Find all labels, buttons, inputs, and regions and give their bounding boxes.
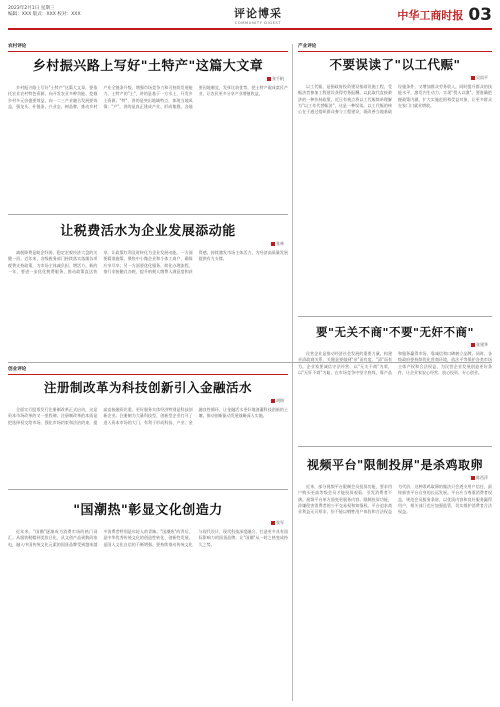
article-body — [298, 84, 492, 115]
byline-author: 张军 — [276, 520, 284, 525]
article-registration — [8, 366, 288, 486]
article-text: 乡村振兴路上写好"土特产"这篇大文章，要依托农业农村特色资源，向开发农业多种功能、挖掘乡村多元价值要效益，向一二三产业融合发展要效益，强龙头、补链条、兴业态、树品牌，推动乡村产业全链条升级，增强市场竞争力和可持续发展能力。土特产的"土"，讲的是基于一方水土，开发乡土资源；"特"，讲的是突出地域特点，体现当地风情；"产"，讲的是真正建成产业、形成集群。各地要因地制宜，发挥比较优势，把土特产做成富民产业，让农民更多分享产业增值收益。 — [8, 85, 288, 109]
article-headline: 注册制改革为科技创新引入金融活水 — [43, 380, 252, 395]
byline-marker — [271, 521, 275, 525]
byline-marker — [267, 77, 271, 81]
article-byline — [298, 475, 488, 481]
article-text: 民营企业是推动经济社会发展的重要力量。构建亲清政商关系，关键是要做到"亲"而有度、"清"而有为。企业家要诚信守法经营，以"无关不商"为荣，以"无奸不商"为耻，在市场竞争中坚守底线，靠产品和服务赢得市场，靠诚信和口碑树立品牌。同时，各级政府要持续优化营商环境，依法平等保护各类市场主体产权和合法权益，为民营企业发展创造更好条件，让企业家安心经营、放心投资、专心创业。 — [298, 351, 492, 375]
article-byline — [8, 398, 284, 404]
article-body — [8, 250, 288, 275]
byline-author: 胡锦 — [276, 398, 284, 403]
article-body — [298, 484, 492, 515]
section-label: 农村评论 — [8, 43, 288, 52]
paper-brand — [397, 4, 492, 26]
article-body — [8, 85, 288, 110]
article-body — [8, 529, 288, 548]
article-divider — [298, 446, 492, 447]
section-label: 产业评论 — [298, 43, 492, 52]
byline-author: 张建华 — [476, 342, 488, 347]
article-headline: 不要误读了"以工代赈" — [329, 57, 461, 72]
article-text: 近年来，"国潮"逐渐成为消费市场的热门词汇。从服装鞋帽到美妆日化，从文创产品到数码家电，融入中国传统文化元素的国货品牌受到越来越多消费者特别是年轻人的青睐。"国潮热"的背后，是中华优秀传统文化的创造性转化、创新性发展，是国人文化自信的不断增强。要持续推动传统文化与现代设计、现代科技深度融合，打造更多具有国际影响力的国货品牌，让"国潮"从一时之热变成持久之势。 — [8, 529, 288, 547]
column-title-en: COMMUNITY DIGEST — [234, 21, 282, 25]
article-byline — [298, 342, 488, 348]
article-text: 全面实行股票发行注册制改革正式启动，这是资本市场改革的又一里程碑。注册制改革的本质是把选择权交给市场，强化市场约束和法治约束，提高直接融资比重，更好服务实体经济特别是科技创新企业。注册制为大量科技型、创新型企业打开了进入资本市场的大门，有利于形成科技、产业、金融良性循环，让金融活水更好地浇灌科技创新的土壤，推动创新驱动发展战略深入实施。 — [8, 407, 288, 425]
column-title-zh: 评论博采 — [234, 7, 282, 20]
article-headline: 要"无关不商"不要"无奸不商" — [316, 325, 474, 339]
issue-date: 2023年2月1日 星期三 — [8, 6, 55, 11]
article-old-for-new — [298, 43, 492, 311]
article-body — [8, 407, 288, 426]
masthead-rule — [8, 28, 492, 30]
byline-author: 吴岚平 — [476, 75, 488, 80]
article-headline: 视频平台"限制投屏"是杀鸡取卵 — [306, 458, 483, 472]
article-village — [8, 43, 288, 211]
section-label: 创业评论 — [8, 366, 288, 375]
byline-marker — [271, 242, 275, 246]
byline-author: 张林 — [276, 241, 284, 246]
article-divider — [8, 489, 288, 490]
article-byline — [298, 75, 488, 81]
article-tax — [8, 218, 288, 360]
article-divider — [298, 316, 492, 317]
paper-name: 中华工商时报 — [397, 9, 464, 22]
article-headline: 乡村振兴路上写好"土特产"这篇大文章 — [32, 59, 264, 74]
byline-marker — [271, 399, 275, 403]
article-headline: 让税费活水为企业发展添动能 — [60, 224, 236, 239]
article-video — [298, 452, 492, 701]
article-byline — [8, 241, 284, 247]
byline-marker — [471, 76, 475, 80]
editor-credits: 编辑：XXX 版式：XXX 校对：XXX — [8, 11, 81, 17]
page-number: 03 — [468, 5, 492, 25]
article-business — [298, 322, 492, 442]
article-text: 减税降费是助企纾困、稳定宏观经济大盘的关键一招。近年来，各级税务部门持续落实落细各项税费支持政策，为市场主体减负担、增活力。新的一年，要进一步优化税费服务，推动政策直达快享，让政策红利及时转化为企业发展动能。一方面要精准施策，聚焦中小微企业和个体工商户，确保应享尽享；另一方面要优化服务，简化办理流程，推行非接触式办税，提升纳税人缴费人满意度和获得感，持续激发市场主体活力，为经济高质量发展提供有力支撑。 — [8, 250, 288, 274]
masthead — [8, 4, 492, 34]
article-byline — [8, 520, 284, 526]
article-divider — [8, 214, 288, 215]
article-headline: "国潮热"彰显文化创造力 — [73, 503, 223, 518]
column-title — [214, 5, 302, 25]
article-text: 近来，部分视频平台限制会员投屏功能，要求用户购买更高等级会员才能投屏观看，引发消费者不满。视频平台单方面变更服务内容、限制投屏功能，涉嫌侵害消费者的公平交易权和知情权。平台追求商业利益无可厚非，但不能以牺牲用户体验和合法权益为代价，这种杀鸡取卵的做法只会透支用户信任，最终损害平台自身的长远发展。平台应当尊重消费者权益，规范会员服务条款，以优质内容和良好服务赢得用户，相关部门也应加强监管，切实维护消费者合法权益。 — [298, 484, 492, 515]
article-byline — [8, 76, 284, 82]
byline-marker — [471, 343, 475, 347]
byline-author: 张千帆 — [272, 76, 284, 81]
issue-info — [8, 6, 81, 18]
column-divider — [292, 44, 293, 701]
byline-author: 陈西萍 — [476, 475, 488, 480]
article-body — [298, 351, 492, 376]
article-guochao — [8, 493, 288, 701]
article-text: 以工代赈，是指政府投资建设基础设施工程，受赈济者参加工程建设获得劳务报酬，以此取代直接救济的一种扶持政策。近日有观点将以工代赈简单理解为"以工作代替赈济"，这是一种误读。以工代赈的核心在于通过组织群众参与工程建设，既改善当地基础设施条件，又增加群众劳务收入，同时提升群众的技能水平，激发内生动力，实现"授人以渔"。要准确把握政策内涵，扩大实施范围和受益对象，让更多群众在家门口就业增收。 — [298, 84, 492, 115]
byline-marker — [471, 476, 475, 480]
